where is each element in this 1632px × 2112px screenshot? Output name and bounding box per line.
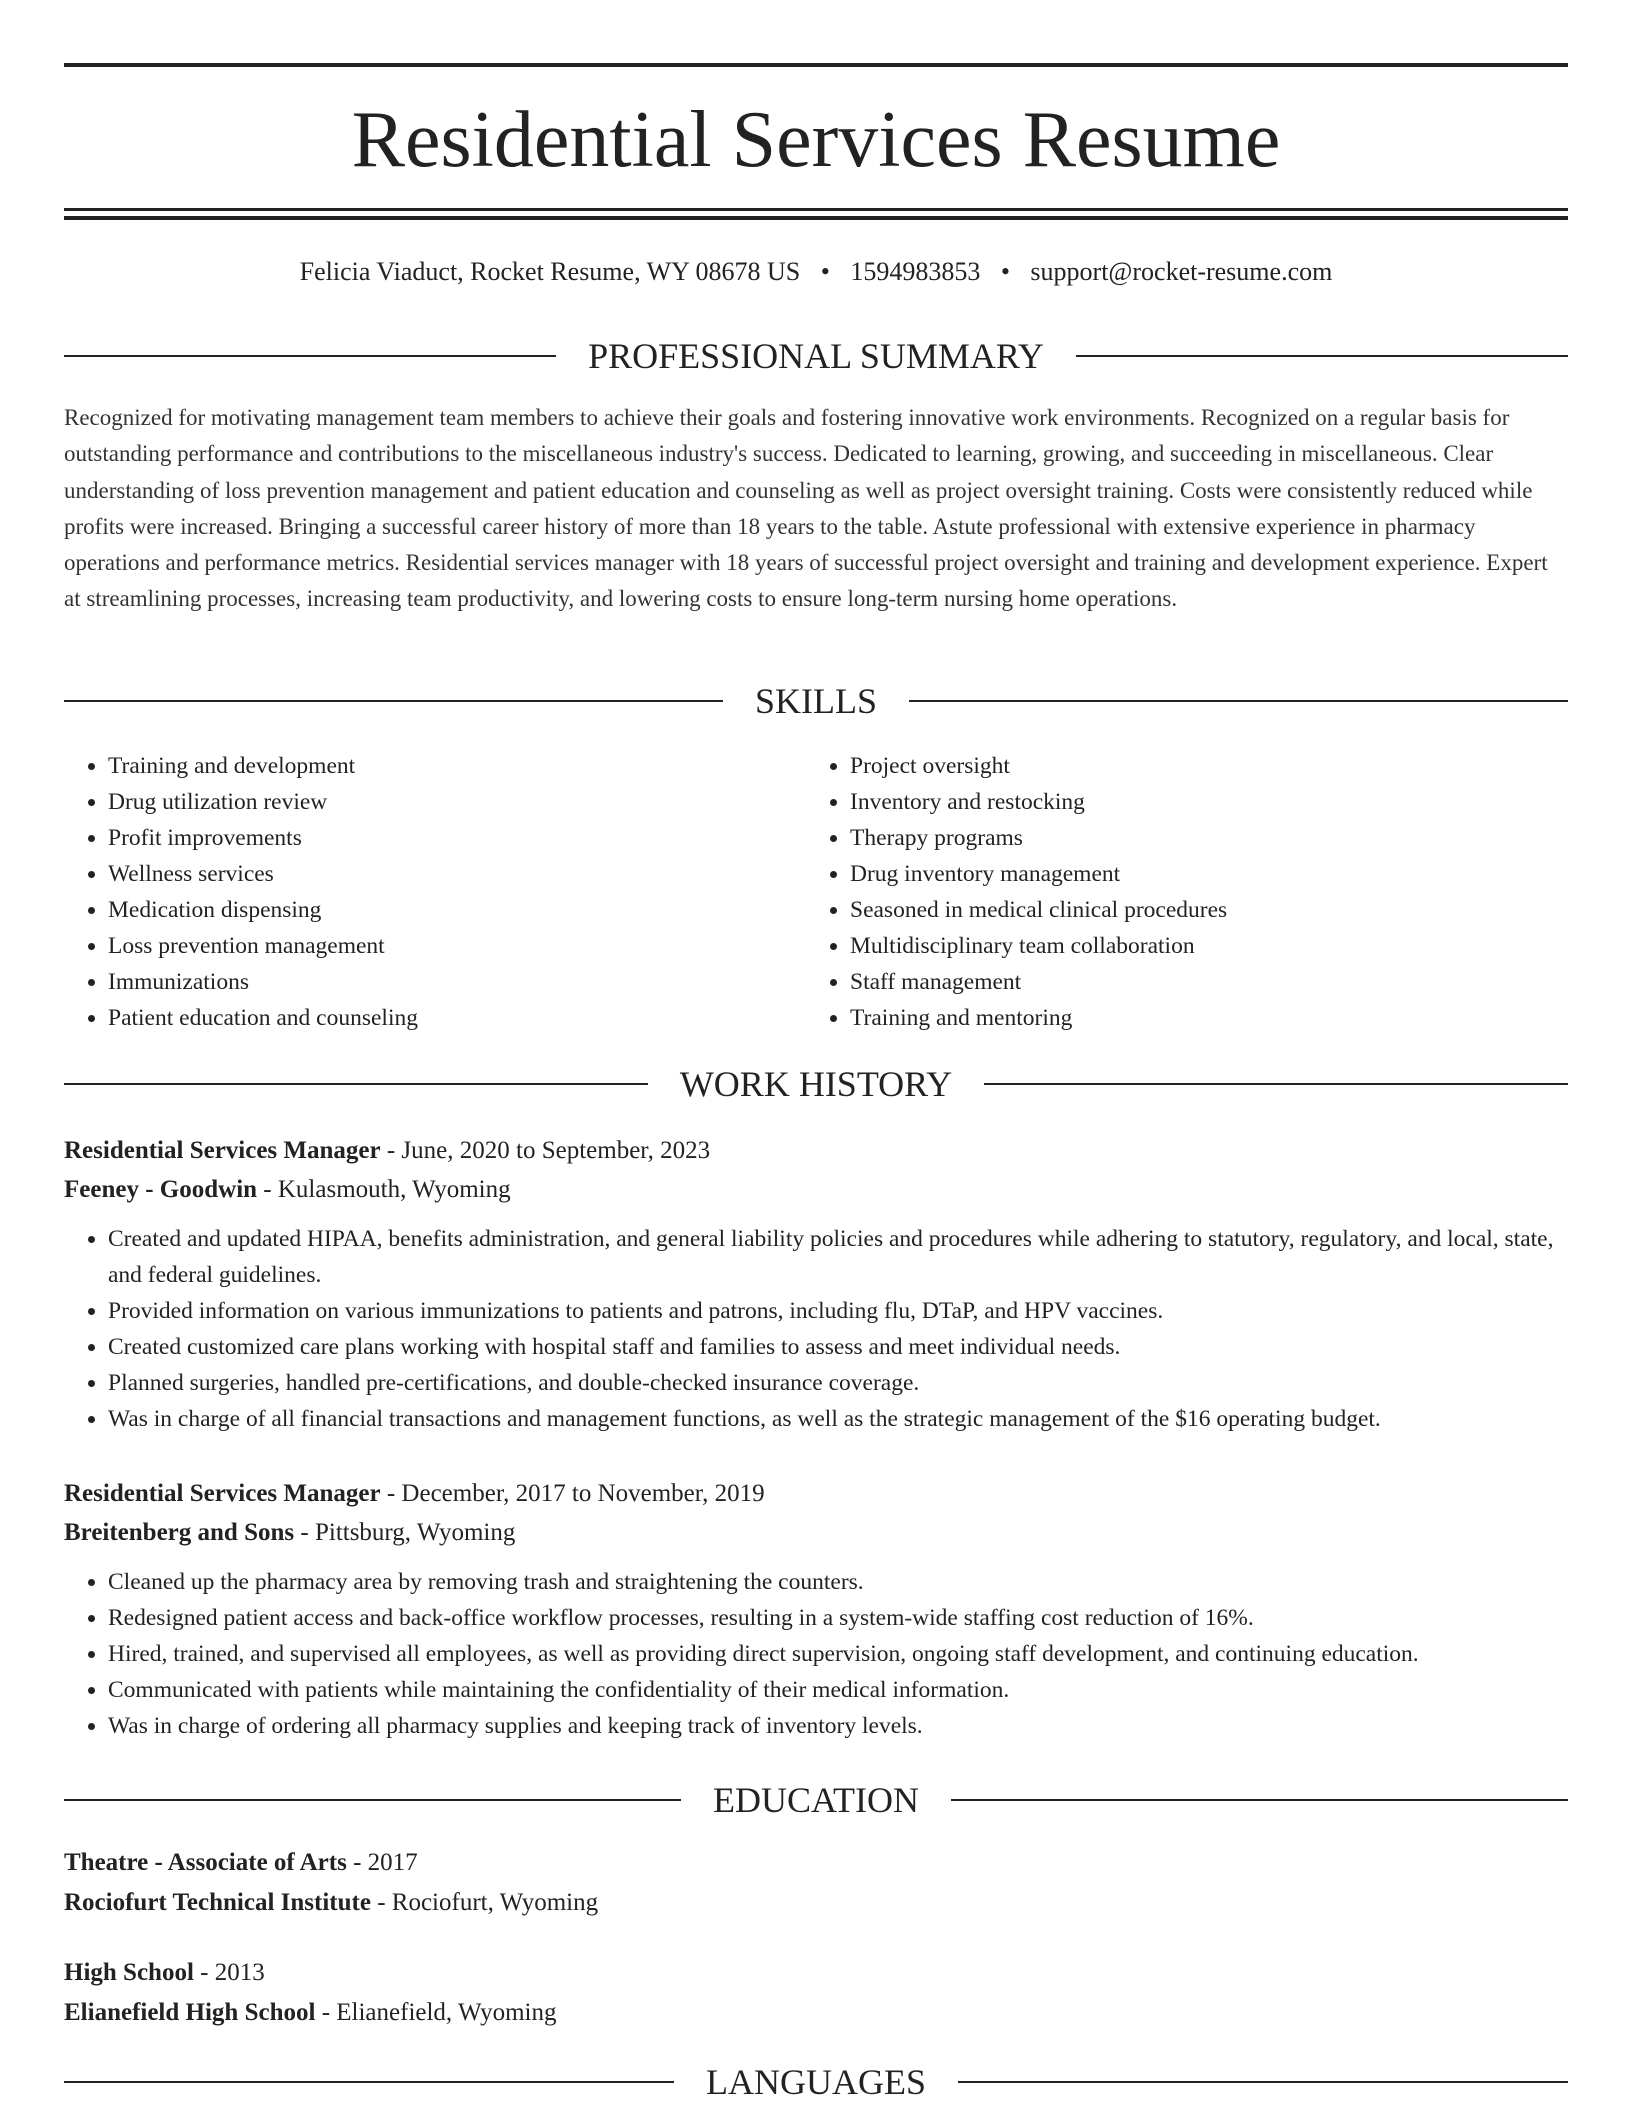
education-location: - Rociofurt, Wyoming [370,1889,599,1916]
education-year: - 2017 [346,1849,418,1876]
contact-line [64,256,1568,288]
skill-item: • Training and mentoring [850,1000,1548,1036]
education-degree: Theatre - Associate of Arts [64,1849,347,1876]
section-header-education [64,1778,1568,1822]
skill-item: • Wellness services [108,856,806,892]
education-school: Elianefield High School [64,1999,316,2026]
section-header-skills [64,679,1568,723]
section-title-skills: SKILLS [755,681,878,721]
education-school: Rociofurt Technical Institute [64,1889,371,1916]
job-location: - Pittsburg, Wyoming [294,1519,516,1546]
section-header-work-history [64,1062,1568,1106]
contact-address: Felicia Viaduct, Rocket Resume, WY 08678 US [299,257,801,286]
contact-email: support@rocket-resume.com [1030,257,1333,286]
job-company: Breitenberg and Sons [64,1519,295,1546]
skill-item: • Drug utilization review [108,784,806,820]
job-bullet: • Communicated with patients while maintaining the confidentiality of their medical information. [108,1672,1568,1708]
job-bullets [64,1221,1568,1437]
job-bullet: • Provided information on various immunizations to patients and patrons, including flu, DTaP, and HPV vaccines. [108,1293,1568,1329]
skill-item: • Inventory and restocking [850,784,1548,820]
job-title: Residential Services Manager [64,1137,381,1164]
job-bullets [64,1564,1568,1744]
section-header-languages [64,2060,1568,2104]
job-bullet: • Cleaned up the pharmacy area by removing trash and straightening the counters. [108,1564,1568,1600]
skill-item: • Immunizations [108,964,806,1000]
skill-item: • Seasoned in medical clinical procedures [850,892,1548,928]
skill-item: • Multidisciplinary team collaboration [850,928,1548,964]
education-degree: High School [64,1959,194,1986]
skill-item: • Profit improvements [108,820,806,856]
title-double-rule [64,208,1568,220]
skill-item: • Drug inventory management [850,856,1548,892]
education-entry [64,1953,1568,2033]
job-company: Feeney - Goodwin [64,1176,258,1203]
job-bullet: • Planned surgeries, handled pre-certifications, and double-checked insurance coverage. [108,1365,1568,1401]
job-bullet: • Created customized care plans working with hospital staff and families to assess and meet individual needs. [108,1329,1568,1365]
education-year: - 2013 [193,1959,265,1986]
skills-list [64,748,1568,1036]
section-header-summary [64,334,1568,378]
contact-phone: 1594983853 [850,257,981,286]
skills-column-right [806,748,1548,1036]
contact-separator: • [820,257,830,286]
top-rule [64,63,1568,67]
skill-item: • Patient education and counseling [108,1000,806,1036]
resume-title: Residential Services Resume [351,96,1281,184]
job-bullet: • Created and updated HIPAA, benefits administration, and general liability policies and procedures while adhering to statutory, regulatory, and local, state, and federal guidelines. [108,1221,1568,1293]
job-dates: - December, 2017 to November, 2019 [380,1480,765,1507]
skill-item: • Staff management [850,964,1548,1000]
job-entry [64,1131,1568,1437]
skill-item: • Therapy programs [850,820,1548,856]
job-dates: - June, 2020 to September, 2023 [380,1137,711,1164]
section-title-work-history: WORK HISTORY [679,1064,953,1104]
job-location: - Kulasmouth, Wyoming [257,1176,511,1203]
contact-separator: • [1000,257,1010,286]
job-bullet: • Redesigned patient access and back-office workflow processes, resulting in a system-wide staffing cost reduction of 16%. [108,1600,1568,1636]
job-bullet: • Was in charge of all financial transactions and management functions, as well as the strategic management of the $16 operating budget. [108,1401,1568,1437]
education-entry [64,1843,1568,1923]
skill-item: • Training and development [108,748,806,784]
skills-column-left [64,748,806,1036]
section-title-languages: LANGUAGES [706,2062,926,2102]
section-title-education: EDUCATION [713,1780,919,1820]
education-location: - Elianefield, Wyoming [315,1999,557,2026]
job-bullet: • Was in charge of ordering all pharmacy supplies and keeping track of inventory levels. [108,1708,1568,1744]
job-bullet: • Hired, trained, and supervised all employees, as well as providing direct supervision, ongoing staff development, and continuing education. [108,1636,1568,1672]
summary-text: Recognized for motivating management team members to achieve their goals and fostering innovative work environments. Recognized on a regular basis for outstanding performance and contributions to the miscellaneous industry's success. Dedicated to learning, growing, and succeeding in miscellaneous. Clear understanding of loss prevention management and patient education and counseling as well as project oversight training. Costs were consistently reduced while profits were increased. Bringing a successful career history of more than 18 years to the table. Astute professional with extensive experience in pharmacy operations and performance metrics. Residential services manager with 18 years of successful project oversight and training and development experience. Expert at streamlining processes, increasing team productivity, and lowering costs to ensure long-term nursing home operations. [64,405,1548,612]
skill-item: • Project oversight [850,748,1548,784]
job-title: Residential Services Manager [64,1480,381,1507]
skill-item: • Medication dispensing [108,892,806,928]
section-title-summary: PROFESSIONAL SUMMARY [588,336,1044,376]
skill-item: • Loss prevention management [108,928,806,964]
job-entry [64,1474,1568,1744]
